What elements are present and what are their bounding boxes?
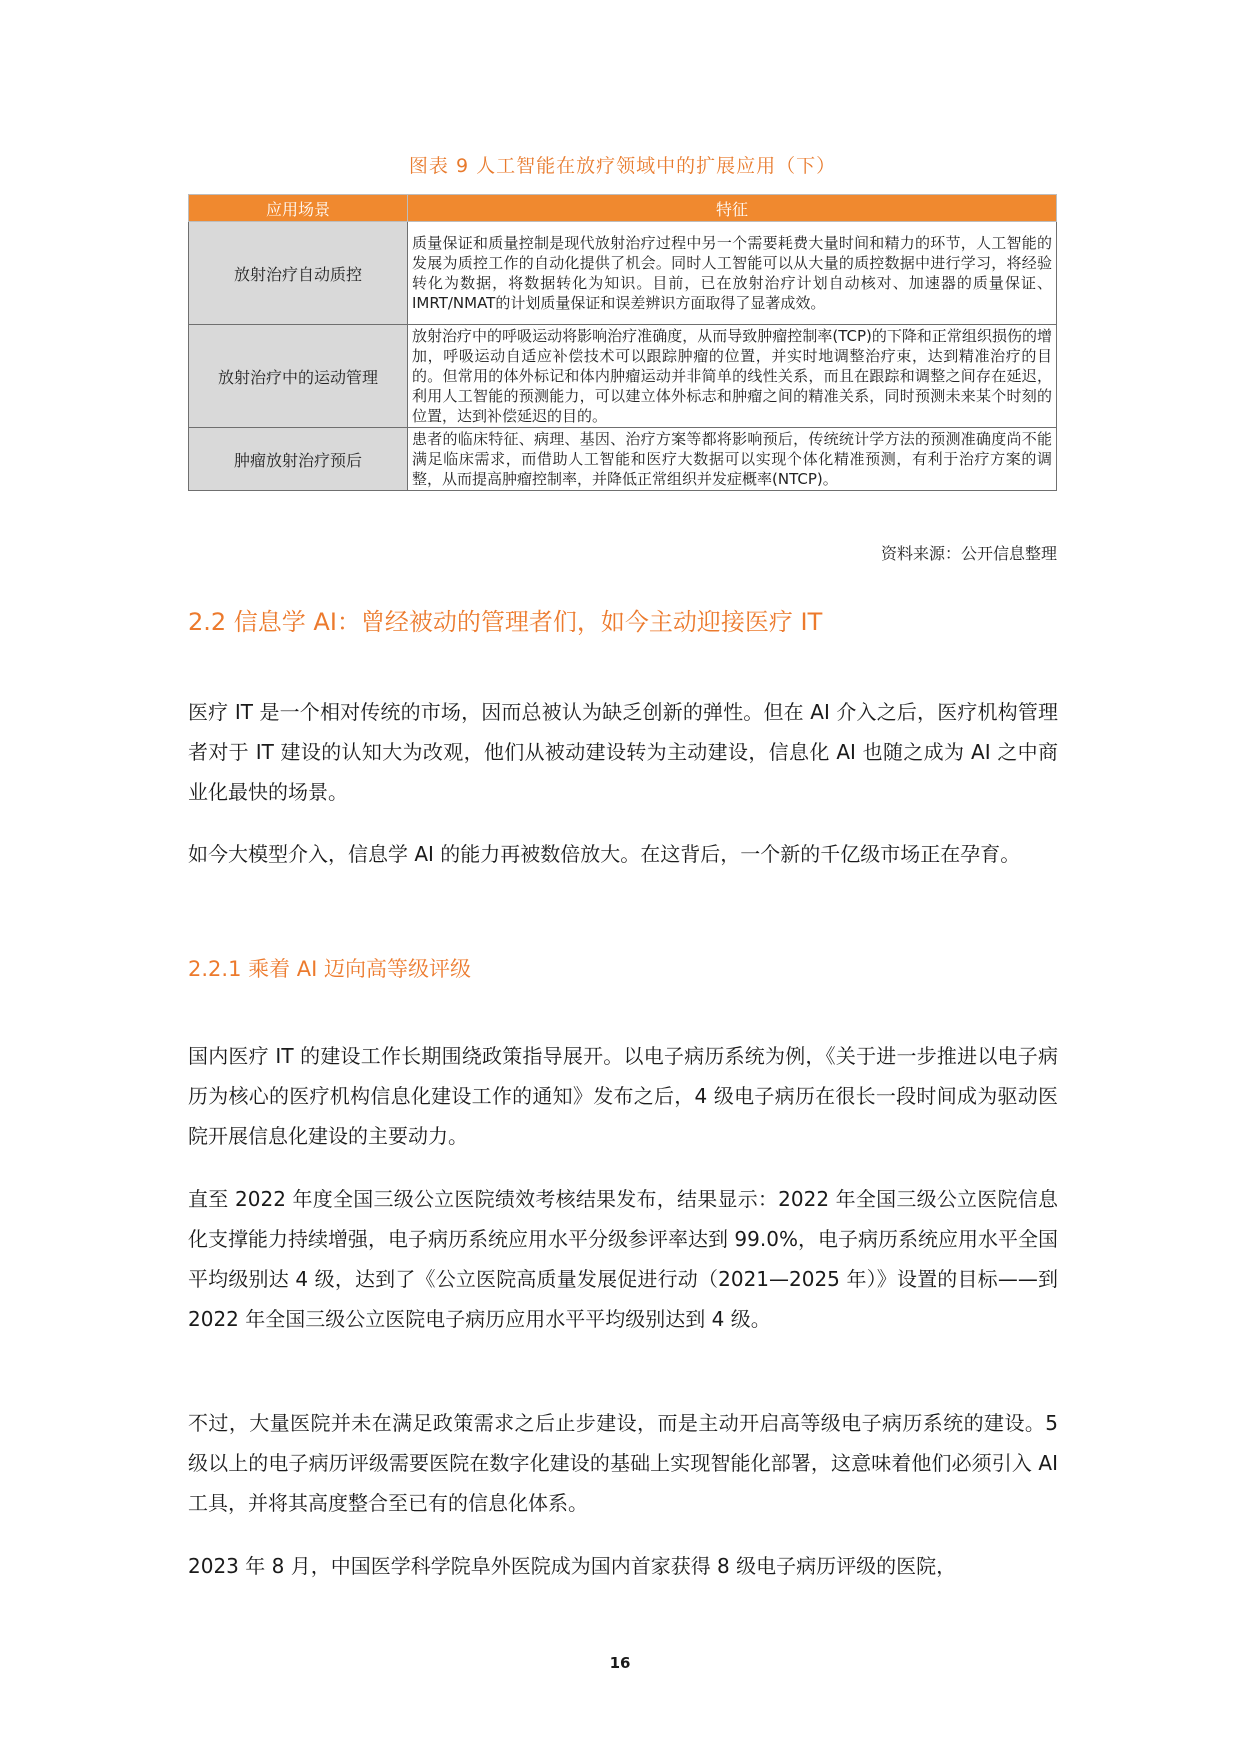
- table-row: [189, 325, 1057, 428]
- paragraph: 不过，大量医院并未在满足政策需求之后止步建设，而是主动开启高等级电子病历系统的建设。5 级以上的电子病历评级需要医院在数字化建设的基础上实现智能化部署，这意味着他们必须引入 AI 工具，并将其高度整合至已有的信息化体系。: [188, 1411, 1058, 1515]
- column-header-features: 特征: [408, 195, 1057, 222]
- table-row: [189, 428, 1057, 491]
- applications-table: [188, 194, 1057, 491]
- subsection-heading: 2.2.1 乘着 AI 迈向高等级评级: [188, 957, 472, 981]
- figure-caption: 图表 9 人工智能在放疗领域中的扩展应用（下）: [408, 155, 837, 177]
- column-header-scene: 应用场景: [189, 195, 408, 222]
- table-row: [189, 222, 1057, 325]
- table-cell-scene: 放射治疗自动质控: [189, 222, 408, 325]
- table-cell-scene: 放射治疗中的运动管理: [189, 325, 408, 428]
- section-heading: 2.2 信息学 AI：曾经被动的管理者们，如今主动迎接医疗 IT: [188, 608, 823, 636]
- paragraph: 如今大模型介入，信息学 AI 的能力再被数倍放大。在这背后，一个新的千亿级市场正在孕育。: [188, 842, 1021, 866]
- table-cell-desc: 放射治疗中的呼吸运动将影响治疗准确度，从而导致肿瘤控制率(TCP)的下降和正常组织损伤的增加，呼吸运动自适应补偿技术可以跟踪肿瘤的位置，并实时地调整治疗束，达到精准治疗的目的。但常用的体外标记和体内肿瘤运动并非简单的线性关系，而且在跟踪和调整之间存在延迟，利用人工智能的预测能力，可以建立体外标志和肿瘤之间的精准关系，同时预测未来某个时刻的位置，达到补偿延迟的目的。: [408, 325, 1057, 428]
- paragraph: 直至 2022 年度全国三级公立医院绩效考核结果发布，结果显示：2022 年全国三级公立医院信息化支撑能力持续增强，电子病历系统应用水平分级参评率达到 99.0%，电子病历系统应用水平全国平均级别达 4 级，达到了《公立医院高质量发展促进行动（2021—2025 年）》设置的目标——到 2022 年全国三级公立医院电子病历应用水平平均级别达到 4 级。: [188, 1187, 1058, 1331]
- table-cell-desc: 患者的临床特征、病理、基因、治疗方案等都将影响预后，传统统计学方法的预测准确度尚不能满足临床需求，而借助人工智能和医疗大数据可以实现个体化精准预测，有利于治疗方案的调整，从而提高肿瘤控制率，并降低正常组织并发症概率(NTCP)。: [408, 428, 1057, 491]
- source-note: 资料来源：公开信息整理: [880, 544, 1057, 563]
- paragraph: 国内医疗 IT 的建设工作长期围绕政策指导展开。以电子病历系统为例，《关于进一步推进以电子病历为核心的医疗机构信息化建设工作的通知》发布之后，4 级电子病历在很长一段时间成为驱动医院开展信息化建设的主要动力。: [188, 1044, 1058, 1148]
- paragraph: 2023 年 8 月，中国医学科学院阜外医院成为国内首家获得 8 级电子病历评级的医院，: [188, 1554, 957, 1578]
- paragraph: 医疗 IT 是一个相对传统的市场，因而总被认为缺乏创新的弹性。但在 AI 介入之后，医疗机构管理者对于 IT 建设的认知大为改观，他们从被动建设转为主动建设，信息化 AI 也随之成为 AI 之中商业化最快的场景。: [188, 700, 1058, 804]
- table-cell-scene: 肿瘤放射治疗预后: [189, 428, 408, 491]
- table-header-row: [189, 195, 1057, 222]
- page-number: 16: [609, 1654, 631, 1672]
- table-cell-desc: 质量保证和质量控制是现代放射治疗过程中另一个需要耗费大量时间和精力的环节，人工智能的发展为质控工作的自动化提供了机会。同时人工智能可以从大量的质控数据中进行学习，将经验转化为数据，将数据转化为知识。目前，已在放射治疗计划自动核对、加速器的质量保证、IMRT/NMAT的计划质量保证和误差辨识方面取得了显著成效。: [408, 222, 1057, 325]
